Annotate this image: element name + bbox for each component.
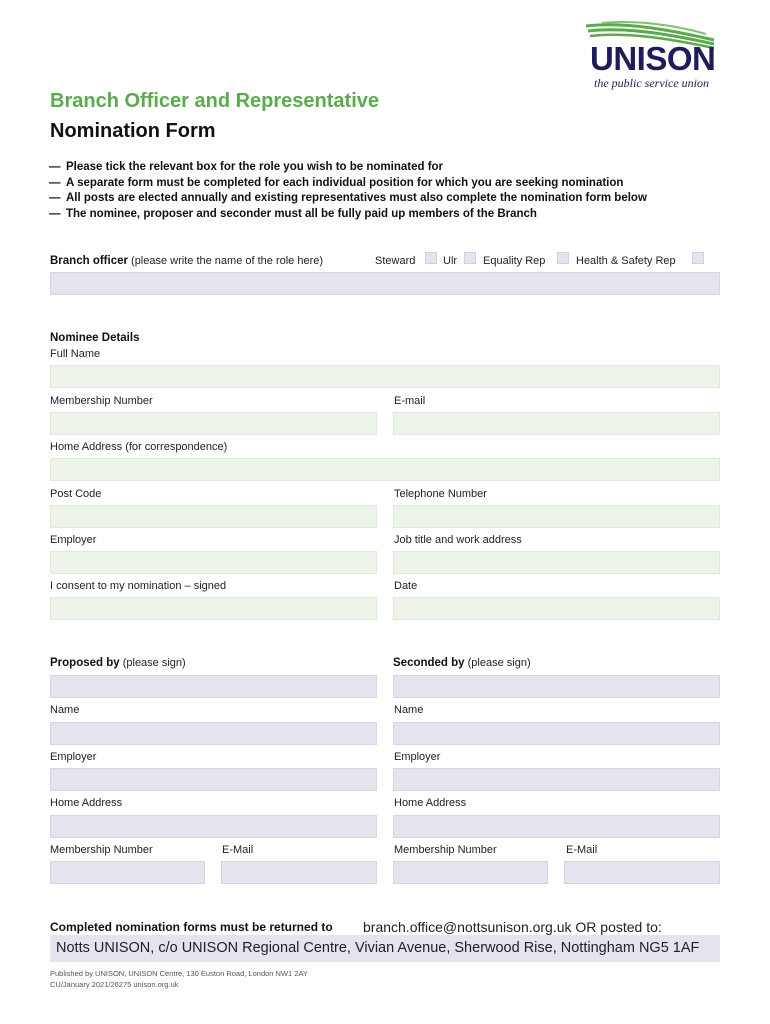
health-safety-rep-checkbox[interactable] [692, 252, 704, 264]
proposer-signature-field[interactable] [50, 675, 377, 698]
proposer-employer-field[interactable] [50, 768, 377, 791]
date-label: Date [394, 580, 418, 592]
job-title-label: Job title and work address [394, 534, 522, 546]
full-name-field[interactable] [50, 365, 720, 388]
seconder-email-field[interactable] [564, 861, 720, 884]
instruction-item: — Please tick the relevant box for the role you wish to be nominated for [49, 161, 444, 173]
instruction-item: — A separate form must be completed for each individual position for which you are seeking nomination [49, 176, 624, 189]
seconder-name-label: Name [394, 704, 424, 716]
employer-label: Employer [50, 534, 97, 546]
health-safety-rep-label: Health & Safety Rep [576, 255, 676, 267]
seconder-email-label: E-Mail [566, 844, 598, 856]
ulr-checkbox[interactable] [464, 252, 476, 264]
email-field[interactable] [393, 412, 720, 435]
equality-rep-checkbox[interactable] [557, 252, 569, 264]
proposer-name-label: Name [50, 704, 80, 716]
seconder-home-address-label: Home Address [394, 797, 467, 809]
seconder-employer-label: Employer [394, 751, 441, 763]
steward-label: Steward [375, 255, 416, 267]
instruction-item: — All posts are elected annually and existing representatives must also complete the nomination form below [49, 192, 647, 205]
steward-checkbox[interactable] [425, 252, 437, 264]
membership-number-field[interactable] [50, 412, 377, 435]
proposer-email-label: E-Mail [222, 844, 254, 856]
proposer-membership-number-field[interactable] [50, 861, 205, 884]
seconded-by-label: Seconded by (please sign) [393, 657, 531, 669]
proposed-by-label: Proposed by (please sign) [50, 657, 186, 669]
seconder-membership-number-label: Membership Number [394, 844, 497, 856]
proposer-home-address-field[interactable] [50, 815, 377, 838]
return-instructions-label: Completed nomination forms must be returned to [50, 920, 333, 934]
date-field[interactable] [393, 597, 720, 620]
home-address-label: Home Address (for correspondence) [50, 441, 228, 453]
ulr-label: Ulr [443, 255, 458, 267]
consent-label: I consent to my nomination – signed [50, 580, 227, 592]
job-title-field[interactable] [393, 551, 720, 574]
page-title: Branch Officer and Representative [50, 90, 379, 112]
publisher-info: Published by UNISON, UNISON Centre, 130 Euston Road, London NW1 2AY CU/January 2021/26275 unison.org.uk [50, 969, 308, 989]
proposer-home-address-label: Home Address [50, 797, 123, 809]
telephone-field[interactable] [393, 505, 720, 528]
seconder-name-field[interactable] [393, 722, 720, 745]
telephone-label: Telephone Number [394, 488, 487, 500]
post-code-label: Post Code [50, 488, 102, 500]
equality-rep-label: Equality Rep [483, 255, 546, 267]
seconder-home-address-field[interactable] [393, 815, 720, 838]
seconder-membership-number-field[interactable] [393, 861, 548, 884]
full-name-label: Full Name [50, 348, 101, 360]
branch-officer-role-field[interactable] [50, 272, 720, 295]
proposer-name-field[interactable] [50, 722, 377, 745]
postal-address-text: Notts UNISON, c/o UNISON Regional Centre, Vivian Avenue, Sherwood Rise, Nottingham NG5 1AF [56, 940, 700, 956]
instruction-item: — The nominee, proposer and seconder must all be fully paid up members of the Branch [49, 207, 537, 220]
post-code-field[interactable] [50, 505, 377, 528]
consent-signature-field[interactable] [50, 597, 377, 620]
proposer-membership-number-label: Membership Number [50, 844, 153, 856]
nominee-details-heading: Nominee Details [50, 332, 140, 344]
home-address-field[interactable] [50, 458, 720, 481]
membership-number-label: Membership Number [50, 395, 153, 407]
branch-officer-label: Branch officer (please write the name of the role here) [50, 255, 324, 267]
return-email-text: branch.office@nottsunison.org.uk OR posted to: [363, 919, 662, 935]
page-subtitle: Nomination Form [50, 120, 216, 142]
seconder-signature-field[interactable] [393, 675, 720, 698]
seconder-employer-field[interactable] [393, 768, 720, 791]
logo-tagline: the public service union [594, 76, 709, 90]
unison-logo: UNISON [590, 40, 716, 77]
email-label: E-mail [394, 395, 426, 407]
instructions-list [49, 160, 647, 222]
employer-field[interactable] [50, 551, 377, 574]
proposer-email-field[interactable] [221, 861, 377, 884]
proposer-employer-label: Employer [50, 751, 97, 763]
